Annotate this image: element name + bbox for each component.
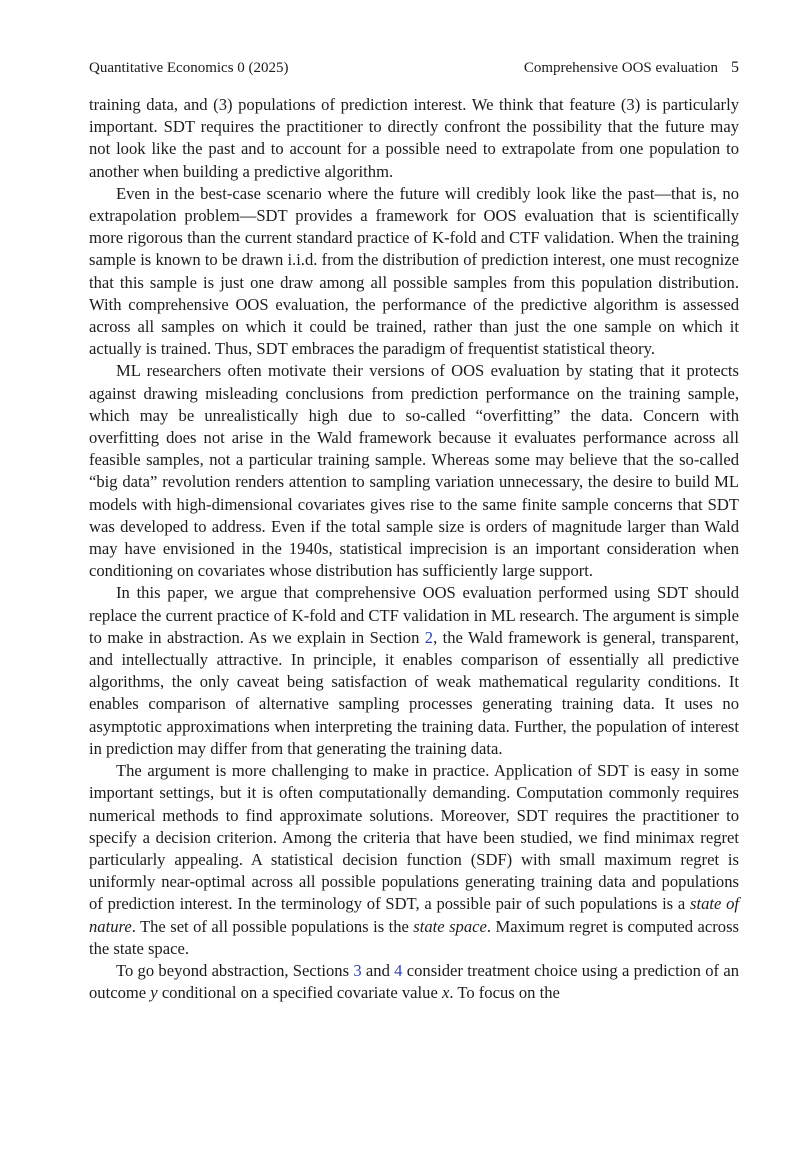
section-3-link[interactable]: 3	[353, 960, 362, 980]
section-2-link[interactable]: 2	[424, 627, 434, 647]
page-number: 5	[731, 59, 739, 76]
paragraph-5-text-a: The argument is more challenging to make in practice. Application of SDT is easy in some important settings, but it is often computationally demanding. Computation commonly requires numerical methods to find approximate solutions. Moreover, SDT requires the practitioner to specify a decision criterion. Among the criteria that have been studied, we find minimax regret particularly appealing. A statistical decision function (SDF) with small maximum regret is uniformly near-optimal across all possible populations generating training data and populations of prediction interest. In the terminology of SDT, a possible pair of such populations is a	[89, 761, 739, 914]
variable-y: y	[150, 983, 158, 1003]
journal-name: Quantitative Economics 0 (2025)	[89, 60, 289, 76]
term-state-of-nature: state of nature	[89, 894, 739, 936]
page	[89, 58, 739, 1004]
paragraph-2: Even in the best-case scenario where the future will credibly look like the past—that is, no extrapolation problem—SDT provides a framework for OOS evaluation that is scientifically more rigorous than the current standard practice of K-fold and CTF validation. When the training sample is known to be drawn i.i.d. from the distribution of prediction interest, one must recognize that this sample is just one draw among all possible samples from this population distribution. With comprehensive OOS evaluation, the performance of the predictive algorithm is assessed across all samples on which it could be trained, rather than just the one sample on which it actually is trained. Thus, SDT embraces the paradigm of frequentist statistical theory.	[89, 183, 739, 359]
paragraph-6-text-e: . To focus on the	[449, 983, 560, 1003]
paragraph-6-text-c: consider treatment choice using a prediction of an outcome	[89, 960, 739, 1003]
paragraph-4-text-a: In this paper, we argue that comprehensive OOS evaluation performed using SDT should replace the current practice of K-fold and CTF validation in ML research. The argument is simple to make in abstraction. As we explain in Section	[89, 583, 739, 647]
section-4-link[interactable]: 4	[394, 960, 403, 980]
variable-x: x	[441, 983, 450, 1003]
running-title: Comprehensive OOS evaluation	[523, 60, 718, 76]
paragraph-5-text-b: . The set of all possible populations is the	[131, 916, 414, 936]
header-right	[524, 58, 739, 78]
paragraph-3: ML researchers often motivate their versions of OOS evaluation by stating that it protects against drawing misleading conclusions from prediction performance on the training sample, which may be unrealistically high due to so-called “overfitting” the data. Concern with overfitting does not arise in the Wald framework because it evaluates performance across all feasible samples, not a particular training sample. Whereas some may believe that the so-called “big data” revolution renders attention to sampling variation unnecessary, the desire to build ML models with high-dimensional covariates gives rise to the same finite sample concerns that SDT was developed to address. Even if the total sample size is orders of magnitude larger than Wald may have envisioned in the 1940s, statistical imprecision is an important consideration when conditioning on covariates whose distribution has sufficiently large support.	[89, 361, 739, 581]
term-state-space: state space	[413, 916, 487, 936]
paragraph-5-text-c: . Maximum regret is computed across the state space.	[89, 916, 739, 958]
paragraph-4	[89, 582, 739, 760]
paragraph-1: training data, and (3) populations of prediction interest. We think that feature (3) is particularly important. SDT requires the practitioner to directly confront the possibility that the future may not look like the past and to account for a possible need to extrapolate from one population to another when building a predictive algorithm.	[89, 95, 739, 181]
running-header	[89, 58, 739, 78]
paragraph-4-text-b: , the Wald framework is general, transparent, and intellectually attractive. In principle, it enables comparison of essentially all predictive algorithms, the only caveat being satisfaction of weak mathematical regularity conditions. It enables comparison of alternative sampling processes generating training data. It uses no asymptotic approximations when interpreting the training data. Further, the population of interest in prediction may differ from that generating the training data.	[89, 627, 739, 758]
paragraph-6-text-b: and	[361, 960, 395, 980]
paragraph-6-text-a: To go beyond abstraction, Sections	[116, 960, 354, 980]
paragraph-6-text-d: conditional on a specified covariate value	[157, 983, 442, 1003]
paragraph-6	[89, 960, 739, 1004]
paragraph-5	[89, 760, 739, 960]
